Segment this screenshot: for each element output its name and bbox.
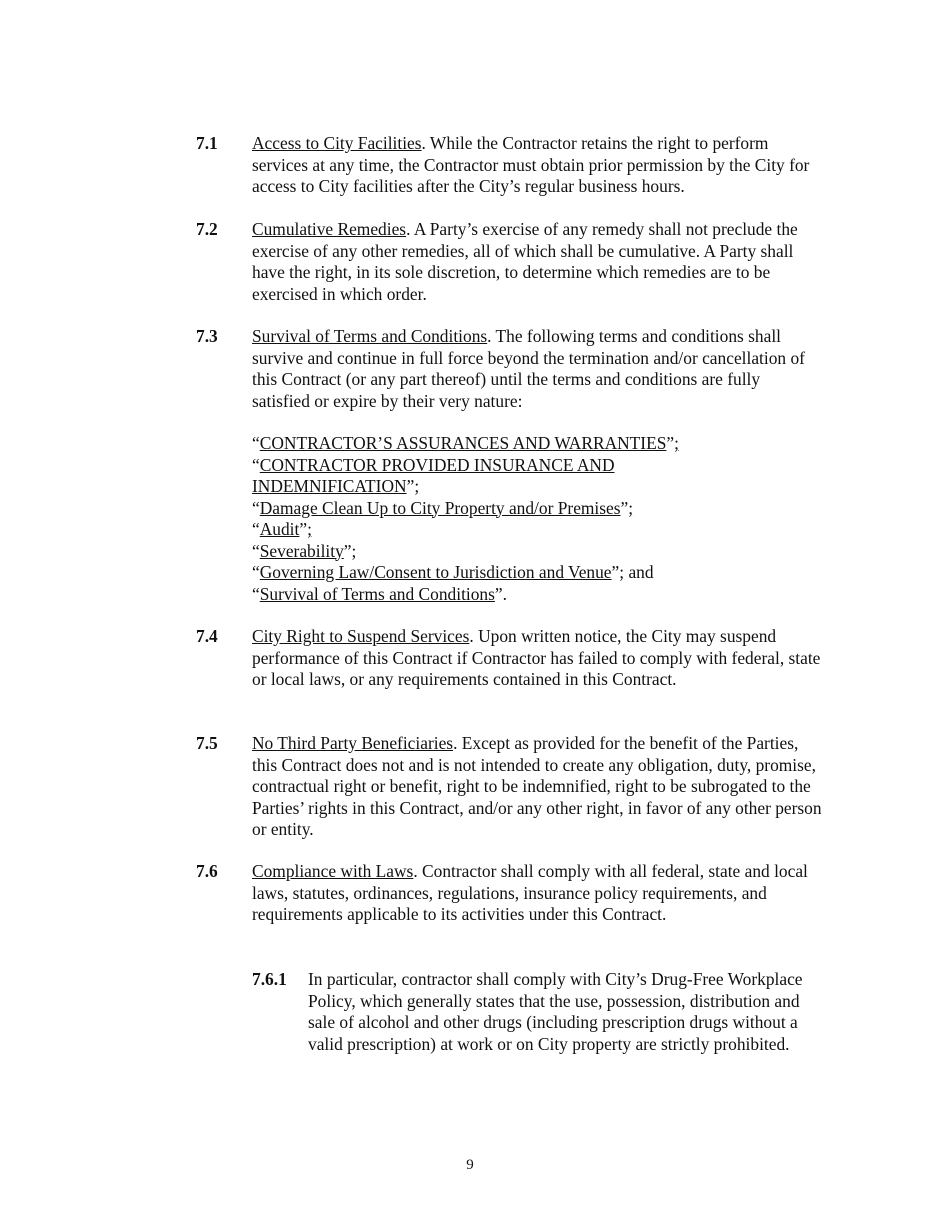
section-text: . The following terms and conditions shall survive and continue in full force beyond the termination and/or cancellation of this Contract (or any part thereof) until the terms and conditions are fully satisfied or expire by their very nature: [252, 326, 805, 411]
section-number: 7.2 [196, 219, 218, 239]
section-title: City Right to Suspend Services [252, 626, 470, 646]
section-number: 7.4 [196, 626, 218, 646]
list-item: “CONTRACTOR PROVIDED INSURANCE AND [252, 454, 615, 475]
section-title: Survival of Terms and Conditions [252, 326, 488, 346]
section-number: 7.6 [196, 861, 218, 881]
section-text: . Except as provided for the benefit of the Parties, this Contract does not and is not intended to create any obligation, duty, promise, contractual right or benefit, right to be indemnified, right to be subrogated to the Parties’ rights in this Contract, and/or any other right, in favor of any other person or entity. [252, 733, 822, 839]
section-body [252, 133, 822, 198]
section-title: Compliance with Laws [252, 861, 414, 881]
section-text: . Contractor shall comply with all federal, state and local laws, statutes, ordinances, regulations, insurance policy requirements, and requirements applicable to its activities under this Contract. [252, 861, 808, 924]
section-body [252, 626, 822, 691]
section-number: 7.3 [196, 326, 218, 346]
list-item: “CONTRACTOR’S ASSURANCES AND WARRANTIES”; [252, 433, 679, 453]
section-body [252, 219, 822, 305]
list-item: “Damage Clean Up to City Property and/or Premises”; [252, 497, 634, 518]
section-title: Cumulative Remedies [252, 219, 407, 239]
section-body [252, 326, 822, 412]
section-text: . While the Contractor retains the right to perform services at any time, the Contractor must obtain prior permission by the City for access to City facilities after the City’s regular business hours. [252, 133, 810, 196]
section-text: . Upon written notice, the City may suspend performance of this Contract if Contractor has failed to comply with federal, state or local laws, or any requirements contained in this Contract. [252, 626, 821, 689]
section-body [252, 733, 822, 841]
list-item: “Survival of Terms and Conditions”. [252, 583, 507, 604]
subsection-text: In particular, contractor shall comply with City’s Drug-Free Workplace Policy, which generally states that the use, possession, distribution and sale of alcohol and other drugs (including prescription drugs without a valid prescription) at work or on City property are strictly prohibited. [308, 969, 803, 1054]
survival-terms-list [252, 433, 812, 605]
list-item: “Governing Law/Consent to Jurisdiction and Venue”; and [252, 562, 654, 582]
section-number: 7.5 [196, 733, 218, 753]
section-text: . A Party’s exercise of any remedy shall not preclude the exercise of any other remedies, all of which shall be cumulative. A Party shall have the right, in its sole discretion, to determine which remedies are to be exercised in which order. [252, 219, 798, 304]
list-item: “Audit”; [252, 519, 312, 539]
section-title: Access to City Facilities [252, 133, 422, 153]
section-body [252, 861, 822, 926]
list-item: INDEMNIFICATION”; [252, 476, 420, 496]
subsection-number: 7.6.1 [252, 969, 287, 989]
page-number: 9 [466, 1157, 474, 1173]
list-item: “Severability”; [252, 540, 357, 561]
section-title: No Third Party Beneficiaries [252, 733, 454, 753]
section-number: 7.1 [196, 133, 218, 153]
